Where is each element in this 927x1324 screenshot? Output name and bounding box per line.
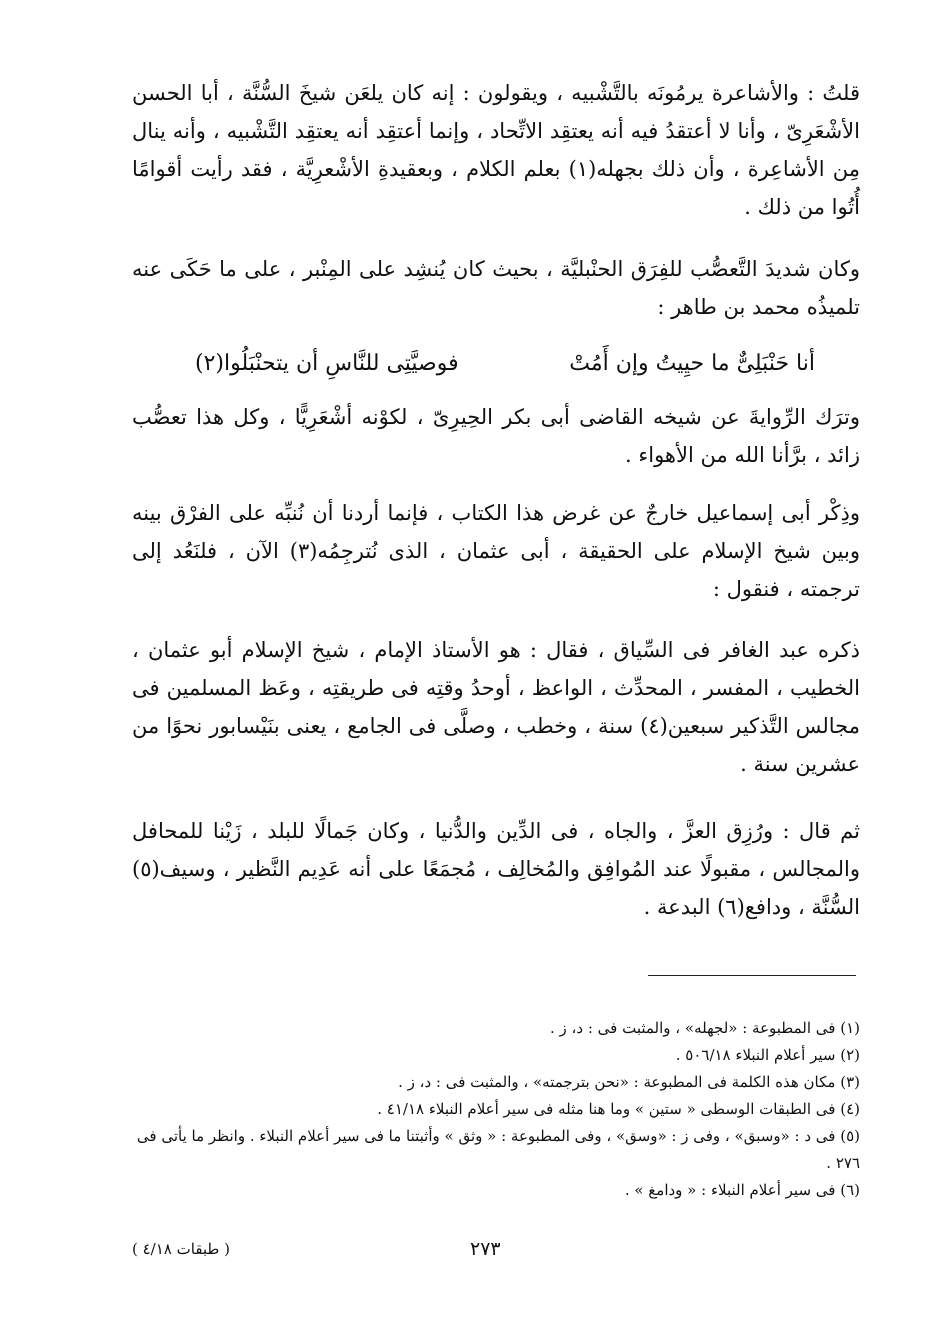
footnote: (٥) فى د : «وسبق» ، وفى ز : «وسق» ، وفى المطبوعة : « وثق » وأثبتنا ما فى سير أعلام النبلاء . وانظر ما يأتى فى ٢٧٦ . — [136, 1127, 860, 1172]
footnote: (٢) سير أعلام النبلاء ٥٠٦/١٨ . — [675, 1046, 860, 1064]
body-paragraph — [132, 494, 860, 608]
footnote: (٣) مكان هذه الكلمة فى المطبوعة : «نحن بترجمته» ، والمثبت فى : د، ز . — [398, 1073, 860, 1091]
footnote: (٤) فى الطبقات الوسطى « ستين » وما هنا مثله فى سير أعلام النبلاء ٤١/١٨ . — [377, 1100, 860, 1118]
verse-right-hemistich: أنا حَنْبَلِىٌّ ما حيِيتُ وإن أَمُتْ — [569, 351, 815, 376]
paragraph-text: وكان شديدَ التَّعصُّب للفِرَق الحنْبليَّة ، بحيث كان يُنشِد على المِنْبر ، على ما حَكَى عنه تلميذُه محمد بن طاهر : — [132, 257, 860, 319]
body-paragraph — [132, 812, 860, 926]
page-footer — [0, 1238, 927, 1268]
paragraph-text: ذكره عبد الغافر فى السِّياق ، فقال : هو الأستاذ الإمام ، شيخ الإسلام أبو عثمان ، الخطيب ، المفسر ، المحدِّث ، الواعظ ، أوحدُ وقتِه فى طريقتِه ، وعَظ المسلمين فى مجالس التَّذكير سبعين(٤) سنة ، وخطب ، وصلَّى فى الجامع ، يعنى بنَيْسابور نحوًا من عشرين سنة . — [132, 638, 860, 776]
paragraph-text: وترَك الرِّوايةَ عن شيخه القاضى أبى بكر الحِيرِىّ ، لكوْنه أشْعَرِيًّا ، وكل هذا تعصُّب زائد ، برَّأنا الله من الأهواء . — [132, 405, 860, 467]
page-number: ٢٧٣ — [470, 1238, 501, 1260]
printer-signature: ( طبقات ٤/١٨ ) — [132, 1240, 230, 1258]
footnote: (١) فى المطبوعة : «لجهله» ، والمثبت فى : د، ز . — [550, 1019, 860, 1037]
paragraph-text: وذِكْر أبى إسماعيل خارجٌ عن غرض هذا الكتاب ، فإنما أردنا أن نُنبِّه على الفرْق بينه وبين شيخ الإسلام على الحقيقة ، أبى عثمان ، الذى نُترجِمُه(٣) الآن ، فلنَعُد إلى ترجمته ، فنقول : — [132, 501, 860, 601]
body-paragraph — [132, 74, 860, 226]
paragraph-text: قلتُ : والأشاعرة يرمُونَه بالتَّشْبيه ، ويقولون : إنه كان يلعَن شيخَ السُّنَّة ، أبا الحسن الأشْعَرِىّ ، وأنا لا أعتقدُ فيه أنه يعتقِد الاتِّحاد ، وإنما أعتقِد أنه يعتقِد التَّشْبيه ، وأنه ينال مِن الأشاعِرة ، وأن ذلك بجهله(١) بعلم الكلام ، وبعقيدةِ الأشْعرِيَّة ، فقد رأيت أقوامًا أُتُوا من ذلك . — [132, 81, 860, 219]
body-paragraph — [132, 398, 860, 474]
footnote-separator — [648, 975, 856, 976]
poetry-verse — [195, 344, 815, 384]
paragraph-text: ثم قال : ورُزِق العزَّ ، والجاه ، فى الدِّين والدُّنيا ، وكان جَمالًا للبلد ، زَيْنا للمحافل والمجالس ، مقبولًا عند المُوافِق والمُخالِف ، مُجمَعًا على أنه عَدِيم النَّظير ، وسيف(٥) السُّنَّة ، ودافع(٦) البدعة . — [132, 819, 860, 919]
verse-left-hemistich: فوصيَّتِى للنَّاسِ أن يتحنْبَلُوا(٢) — [195, 351, 459, 376]
footnote: (٦) فى سير أعلام النبلاء : « ودامغ » . — [624, 1181, 860, 1199]
footnotes — [132, 1015, 860, 1204]
body-paragraph — [132, 250, 860, 326]
body-paragraph — [132, 631, 860, 783]
